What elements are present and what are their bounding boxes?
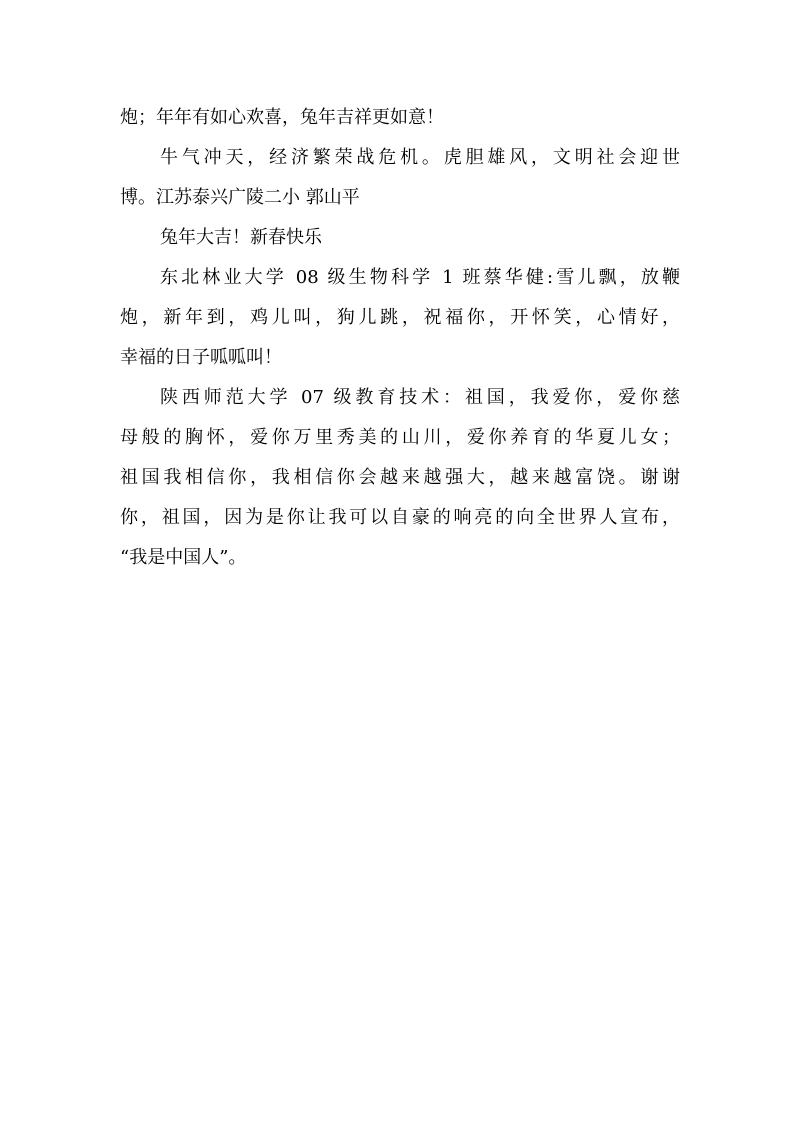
text-line: 祖国我相信你，我相信你会越来越强大，越来越富饶。谢谢 [120,467,680,488]
text-line: “我是中国人”。 [120,547,247,568]
para-shaanxi-normal [120,378,680,578]
text-line: 博。江苏泰兴广陵二小 郭山平 [120,187,360,208]
text-line: 你，祖国，因为是你让我可以自豪的响亮的向全世界人宣布， [120,507,680,528]
para-rabbit-year [120,218,680,258]
text-line: 炮，新年到，鸡儿叫，狗儿跳，祝福你，开怀笑，心情好， [120,307,680,328]
para-guo-shanping [120,138,680,218]
text-line: 东北林业大学 08 级生物科学 1 班蔡华健:雪儿飘，放鞭 [160,267,680,288]
document-body [120,98,680,578]
para-cai-huajian [120,258,680,378]
text-line: 陕西师范大学 07 级教育技术：祖国，我爱你，爱你慈 [160,387,680,408]
text-line: 幸福的日子呱呱叫！ [120,347,282,368]
text-line: 炮；年年有如心欢喜，兔年吉祥更如意！ [120,107,444,128]
text-line: 母般的胸怀，爱你万里秀美的山川，爱你养育的华夏儿女； [120,427,680,448]
para-continuation [120,98,680,138]
text-line: 牛气冲天，经济繁荣战危机。虎胆雄风，文明社会迎世 [160,147,680,168]
text-line: 兔年大吉！新春快乐 [160,227,322,248]
